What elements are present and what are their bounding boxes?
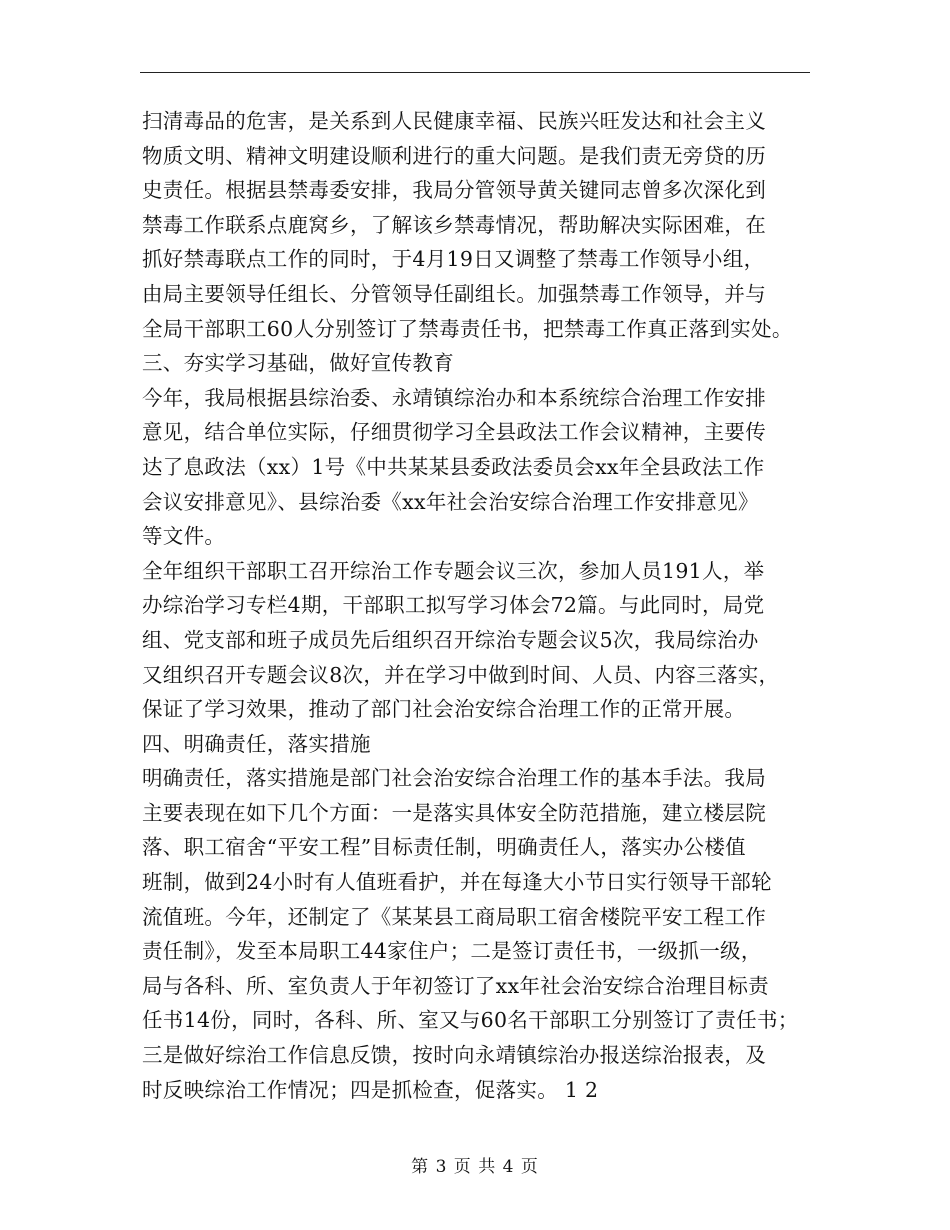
- text-line: 明确责任，落实措施是部门社会治安综合治理工作的基本手法。我局: [142, 766, 766, 791]
- text-line: 扫清毒品的危害，是关系到人民健康幸福、民族兴旺发达和社会主义: [142, 109, 766, 133]
- text-line: 保证了学习效果，推动了部门社会治安综合治理工作的正常开展。: [142, 697, 746, 722]
- text-line: 办综治学习专栏4期，干部职工拟写学习体会72篇。与此同时，局党: [142, 593, 765, 618]
- text-line: 三、夯实学习基础，做好宣传教育: [142, 351, 454, 376]
- text-line: 落、职工宿舍“平安工程”目标责任制，明确责任人，落实办公楼值: [142, 835, 746, 860]
- text-line: 又组织召开专题会议8次，并在学习中做到时间、人员、内容三落实，: [142, 662, 780, 687]
- text-line: 任书14份，同时，各科、所、室又与60名干部职工分别签订了责任书；: [142, 1008, 799, 1033]
- text-line: 史责任。根据县禁毒委安排，我局分管领导黄关键同志曾多次深化到: [142, 178, 766, 203]
- text-line: 组、党支部和班子成员先后组织召开综治专题会议5次，我局综治办: [142, 627, 759, 652]
- text-line: 全年组织干部职工召开综治工作专题会议三次，参加人员191人，举: [142, 558, 765, 583]
- text-line: 今年，我局根据县综治委、永靖镇综治办和本系统综合治理工作安排: [142, 385, 766, 410]
- text-line: 三是做好综治工作信息反馈，按时向永靖镇综治办报送综治报表，及: [142, 1043, 766, 1068]
- text-line: 等文件。: [142, 524, 226, 549]
- text-line: 流值班。今年，还制定了《某某县工商局职工宿舍楼院平安工程工作: [142, 904, 766, 929]
- text-line: 物质文明、精神文明建设顺利进行的重大问题。是我们责无旁贷的历: [142, 143, 766, 168]
- header-rule: [140, 72, 810, 73]
- text-line: 局与各科、所、室负责人于年初签订了xx年社会治安综合治理目标责: [142, 973, 769, 998]
- text-line: 抓好禁毒联点工作的同时，于4月19日又调整了禁毒工作领导小组，: [142, 247, 765, 272]
- text-line: 主要表现在如下几个方面：一是落实具体安全防范措施，建立楼层院: [142, 800, 766, 825]
- text-line: 全局干部职工60人分别签订了禁毒责任书，把禁毒工作真正落到实处。: [142, 316, 793, 341]
- text-line: 班制，做到24小时有人值班看护，并在每逢大小节日实行领导干部轮: [142, 870, 772, 895]
- text-line: 由局主要领导任组长、分管领导任副组长。加强禁毒工作领导，并与: [142, 281, 766, 306]
- body-text: [142, 104, 832, 1107]
- text-line: 四、明确责任，落实措施: [142, 731, 371, 756]
- text-line: 禁毒工作联系点鹿窝乡，了解该乡禁毒情况，帮助解决实际困难，在: [142, 212, 766, 237]
- page-footer: 第 3 页 共 4 页: [411, 1157, 539, 1177]
- text-line: 时反映综治工作情况；四是抓检查，促落实。 1 2: [142, 1077, 599, 1102]
- text-line: 责任制》，发至本局职工44家住户；二是签订责任书，一级抓一级，: [142, 939, 762, 964]
- text-line: 会议安排意见》、县综治委《xx年社会治安综合治理工作安排意见》: [142, 489, 759, 514]
- text-line: 达了息政法（xx）1号《中共某某县委政法委员会xx年全县政法工作: [142, 454, 765, 479]
- text-line: 意见，结合单位实际，仔细贯彻学习全县政法工作会议精神，主要传: [142, 420, 766, 445]
